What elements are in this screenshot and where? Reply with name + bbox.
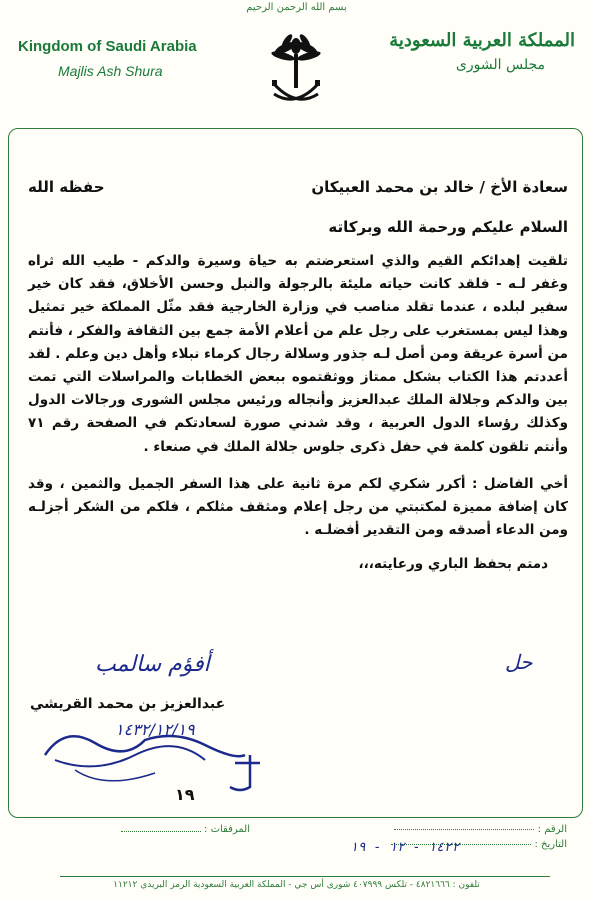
footer-rule: [60, 876, 550, 877]
attachments-label: المرفقات :: [204, 824, 250, 835]
basmala: بسم الله الرحمن الرحيم: [246, 2, 347, 13]
date-label: التاريخ :: [534, 839, 567, 850]
footer-contact: تلفون : ٤٨٢١٦٦٦ - تلكس ٤٠٧٩٩٩ شورى أس جي - المملكة العربية السعودية الرمز البريدي ١١٢١٢: [113, 880, 480, 890]
greeting: السلام عليكم ورحمة الله وبركاته: [328, 218, 568, 236]
paragraph-1: تلقيت إهدائكم القيم والذي استعرضتم به حياة وسيرة والدكم - طيب الله ثراه وغفر لـه - فلقد كانت حياته مليئة بالرجولة والنبل وحسن الأخلاق، فقد كان خير سفير لبلده ، عندما تقلد مناصب في وزارة الخارجية فقد مثّل المملكة خير تمثيل وهذا ليس بمستغرب على رجل علم من أعلام الأمة جمع بين الثقافة والفكر ، فأنتم من أسرة عريقة ومن أصل لـه جذور وسلالة رجال كرماء نبلاء وأهل دين وعلم . لقد أعددتم هذا الكتاب بشكل ممتاز ووثقتموه ببعض الخطابات والمراسلات التي تمت بين والدكم وجلالة الملك عبدالعزيز وأنجاله ورئيس مجلس الشورى ورجالات الدول وكذلك رؤساء الدول العربية ، وقد شدني صورة لسعادتكم في الصفحة رقم ٧١ وأنتم تلقون كلمة في حفل ذكرى جلوس جلالة الملك في صنعاء .: [28, 253, 568, 455]
handwritten-note-right: حل: [505, 650, 533, 674]
signatory-name: عبدالعزيز بن محمد القريشي: [30, 696, 226, 712]
number-dots: [394, 829, 534, 830]
handwritten-note-top: أفؤم سالمب: [95, 652, 210, 677]
english-subtitle: Majlis Ash Shura: [58, 63, 163, 79]
arabic-subtitle: مجلس الشورى: [455, 57, 545, 73]
attachments-field: [110, 824, 250, 835]
arabic-title: المملكة العربية السعودية: [389, 30, 575, 51]
english-title: Kingdom of Saudi Arabia: [18, 38, 197, 55]
english-letterhead: [18, 38, 197, 79]
handwritten-number: ١٩: [175, 785, 195, 804]
honorific: حفظه الله: [28, 178, 105, 196]
palm-swords-emblem-icon: [268, 32, 324, 110]
address-line: [28, 178, 568, 196]
paragraph-2: أخي الفاضل : أكرر شكري لكم مرة ثانية على هذا السفر الجميل والثمين ، وقد كان إضافة مميزة لمكتبتي من رجل إعلام ومثقف مثلكم ، فلكم من الشكر أجزلـه ومن الدعاء أصدقه ومن التقدير أفضلـه .: [28, 475, 568, 539]
handwritten-form-date: ١٤٢٢ - ١٢ - ١٩: [350, 840, 460, 855]
number-label: الرقم :: [537, 824, 567, 835]
letter-body: [28, 178, 568, 572]
attachments-dots: [121, 831, 201, 832]
recipient: سعادة الأخ / خالد بن محمد العبيكان: [311, 178, 568, 196]
number-field: [337, 824, 567, 835]
handwritten-date: ١٤٣٢/١٢/١٩: [115, 720, 195, 739]
arabic-letterhead: [389, 30, 575, 73]
closing: دمتم بحفظ الباري ورعايته،،،: [358, 556, 548, 573]
